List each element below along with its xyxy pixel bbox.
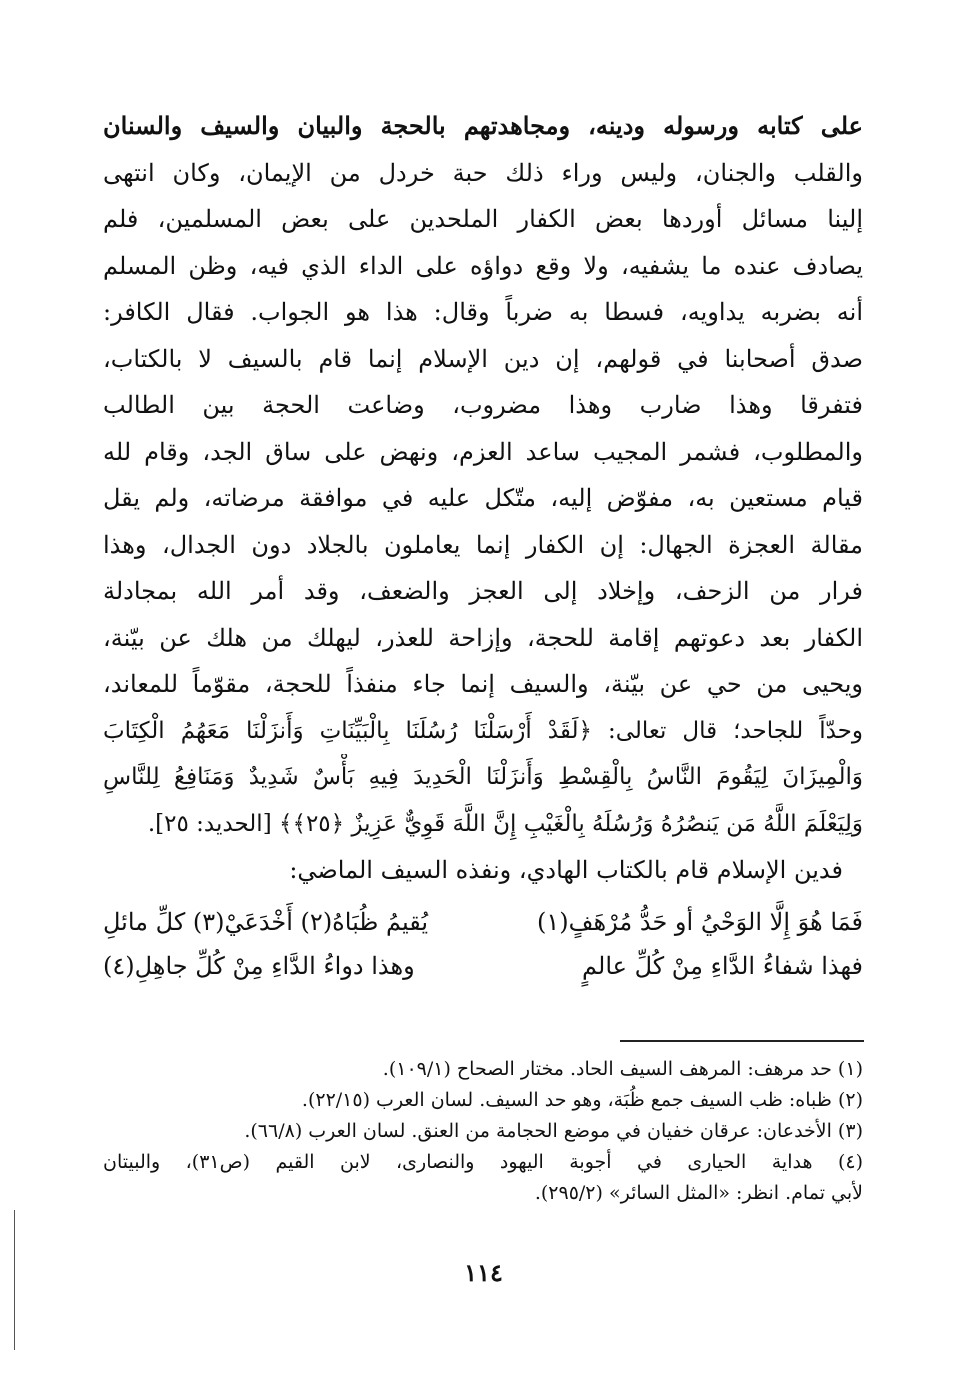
poem-intro: فدين الإسلام قام بالكتاب الهادي، ونفذه السيف الماضي: bbox=[289, 856, 843, 884]
poem-hemistich-first: فَمَا هُوَ إِلَّا الوَحْيُ أو حَدُّ مُرْهَفٍ(١) bbox=[537, 908, 863, 936]
poem-verse-1 bbox=[103, 900, 863, 944]
text-line-1: على كتابه ورسوله ودينه، ومجاهدتهم بالحجة والبيان والسيف والسنان bbox=[103, 111, 863, 140]
text-line-13: ويحيى من حي عن بيّنة، والسيف إنما جاء منفذاً للحجة، مقوّماً للمعاند، bbox=[103, 670, 863, 698]
footnote-separator bbox=[620, 1040, 864, 1042]
quran-verse-line-3: وَلِيَعْلَمَ اللَّهُ مَن يَنصُرُهُ وَرُسُلَهُ بِالْغَيْبِ إِنَّ اللَّهَ قَوِيٌّ عَزِيزٌ ﴿٢٥﴾﴾ [الحديد: ٢٥]. bbox=[147, 810, 863, 837]
text-line-10: مقالة العجزة الجهال: إن الكفار إنما يعاملون بالجلاد دون الجدال، وهذا bbox=[103, 530, 863, 559]
poem bbox=[103, 900, 863, 988]
footnote-4-continued: لأبي تمام. انظر: «المثل السائر» (٢٩٥/٢). bbox=[534, 1182, 863, 1204]
text-line-8: والمطلوب، فشمر المجيب ساعد العزم، ونهض على ساق الجد، وقام لله bbox=[103, 437, 863, 466]
main-text bbox=[103, 103, 863, 847]
footnote-2: (٢) ظباه: ظب السيف جمع ظُبَة، وهو حد السيف. لسان العرب (٢٢/١٥). bbox=[301, 1089, 863, 1111]
text-line-11: فرار من الزحف، وإخلاد إلى العجز والضعف، وقد أمر الله بمجادلة bbox=[103, 577, 863, 605]
quran-verse-line-2: وَالْمِيزَانَ لِيَقُومَ النَّاسُ بِالْقِسْطِ وَأَنزَلْنَا الْحَدِيدَ فِيهِ بَأْسٌ شَدِيدٌ وَمَنَافِعُ لِلنَّاسِ bbox=[103, 764, 863, 790]
text-line-2: والقلب والجنان، وليس وراء ذلك حبة خردل من الإيمان، وكان انتهى bbox=[103, 158, 863, 187]
quran-verse-line-1: وحدّاً للجاحد؛ قال تعالى: ﴿لَقَدْ أَرْسَلْنَا رُسُلَنَا بِالْبَيِّنَاتِ وَأَنزَلْنَا مَعَهُمُ الْكِتَابَ bbox=[103, 717, 863, 744]
text-line-5: أنه بضربه يداويه، فسطا به ضرباً وقال: هذا هو الجواب. فقال الكافر: bbox=[103, 298, 863, 326]
poem-hemistich-first: فهذا شفاءُ الدَّاءِ مِنْ كُلِّ عالمٍ bbox=[582, 952, 863, 980]
footnote-4: (٤) هداية الحيارى في أجوبة اليهود والنصارى، لابن القيم (ص٣١)، والبيتان bbox=[103, 1151, 863, 1173]
footnote-1: (١) حد مرهف: المرهف السيف الحاد. مختار الصحاح (١٠٩/١). bbox=[382, 1058, 863, 1080]
poem-hemistich-second: يُقيمُ ظُبَاهُ(٢) أَخْدَعَيْ(٣) كلِّ مائلِ bbox=[103, 908, 429, 936]
text-line-6: صدق أصحابنا في قولهم، إن دين الإسلام إنما قام بالسيف لا بالكتاب، bbox=[103, 344, 863, 373]
text-line-7: فتفرقا وهذا ضارب وهذا مضروب، وضاعت الحجة بين الطالب bbox=[103, 391, 863, 419]
text-line-9: قيام مستعين به، مفوّض إليه، متّكل عليه في موافقة مرضاته، ولم يقل bbox=[103, 484, 863, 512]
poem-hemistich-second: وهذا دواءُ الدَّاءِ مِنْ كُلِّ جاهِلِ(٤) bbox=[103, 952, 415, 980]
text-line-12: الكفار بعد دعوتهم إقامة للحجة، وإزاحة للعذر، ليهلك من هلك عن بيّنة، bbox=[103, 623, 863, 652]
page-number: ١١٤ bbox=[464, 1258, 503, 1287]
text-line-3: إلينا مسائل أوردها بعض الكفار الملحدين على بعض المسلمين، فلم bbox=[103, 205, 863, 233]
footnote-3: (٣) الأخدعان: عرقان خفيان في موضع الحجامة من العنق. لسان العرب (٦٦/٨). bbox=[244, 1120, 863, 1142]
text-line-4: يصادف عنده ما يشفيه، ولا وقع دواؤه على الداء الذي فيه، وظن المسلم bbox=[103, 251, 863, 280]
footnotes bbox=[103, 1054, 863, 1209]
poem-verse-2 bbox=[103, 944, 863, 988]
